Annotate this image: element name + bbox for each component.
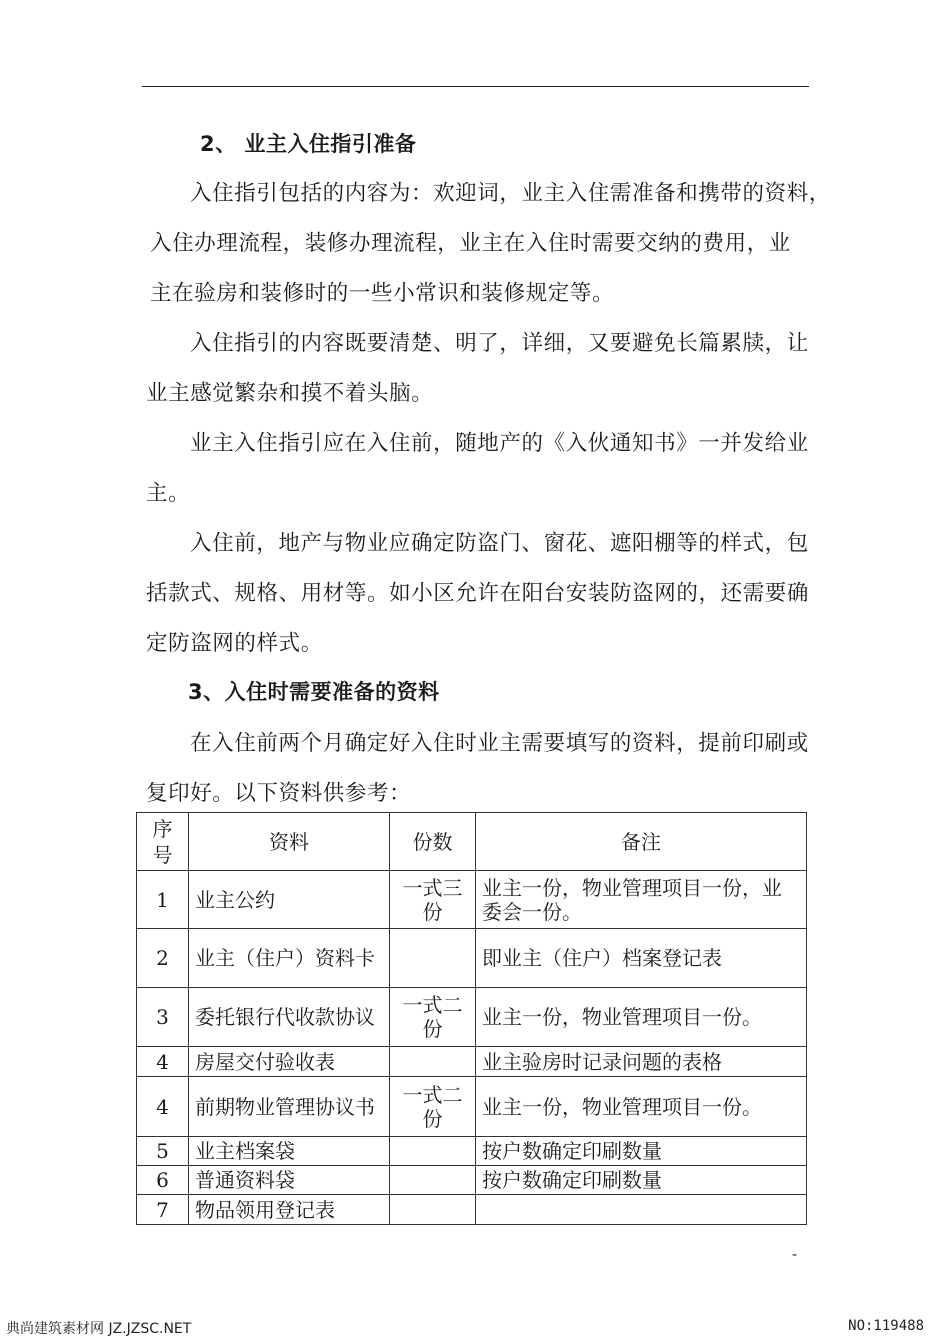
table-row xyxy=(137,1077,807,1137)
paragraph-line: 入住前，地产与物业应确定防盗门、窗花、遮阳棚等的样式，包 xyxy=(190,531,809,556)
cell-copies: 一式二份 xyxy=(390,1077,476,1137)
table-row xyxy=(137,1137,807,1166)
paragraph-line: 定防盗网的样式。 xyxy=(146,631,323,656)
cell-no: 5 xyxy=(137,1137,189,1166)
paragraph-line: 入住办理流程，装修办理流程，业主在入住时需要交纳的费用，业 xyxy=(150,231,791,256)
table-row xyxy=(137,1047,807,1077)
table-header-row xyxy=(137,813,807,871)
header-copies: 份数 xyxy=(390,813,476,871)
cell-copies xyxy=(390,929,476,988)
cell-item: 物品领用登记表 xyxy=(189,1195,390,1225)
cell-no: 4 xyxy=(137,1077,189,1137)
table-row xyxy=(137,988,807,1047)
table-row xyxy=(137,871,807,929)
header-note: 备注 xyxy=(476,813,807,871)
paragraph-line: 主在验房和装修时的一些小常识和装修规定等。 xyxy=(150,281,615,306)
cell-note: 业主验房时记录问题的表格 xyxy=(476,1047,807,1077)
cell-no: 7 xyxy=(137,1195,189,1225)
cell-no: 6 xyxy=(137,1166,189,1195)
cell-item: 前期物业管理协议书 xyxy=(189,1077,390,1137)
table-row xyxy=(137,1166,807,1195)
cell-item: 业主（住户）资料卡 xyxy=(189,929,390,988)
cell-copies xyxy=(390,1166,476,1195)
cell-copies xyxy=(390,1137,476,1166)
cell-item: 普通资料袋 xyxy=(189,1166,390,1195)
cell-copies: 一式三份 xyxy=(390,871,476,929)
cell-copies: 一式二份 xyxy=(390,988,476,1047)
intro-line: 复印好。以下资料供参考： xyxy=(146,781,412,806)
cell-note: 按户数确定印刷数量 xyxy=(476,1137,807,1166)
paragraph-line: 入住指引的内容既要清楚、明了，详细，又要避免长篇累牍，让 xyxy=(190,331,809,356)
cell-no: 2 xyxy=(137,929,189,988)
cell-no: 1 xyxy=(137,871,189,929)
table-row xyxy=(137,1195,807,1225)
cell-note: 业主一份，物业管理项目一份。 xyxy=(476,1077,807,1137)
intro-line: 在入住前两个月确定好入住时业主需要填写的资料，提前印刷或 xyxy=(190,731,809,756)
section-3-heading: 3、入住时需要准备的资料 xyxy=(188,680,440,704)
cell-copies xyxy=(390,1195,476,1225)
footer-watermark-site: 典尚建筑素材网 JZ.JZSC.NET xyxy=(6,1321,192,1337)
cell-item: 业主公约 xyxy=(189,871,390,929)
cell-note xyxy=(476,1195,807,1225)
header-no: 序号 xyxy=(137,813,189,871)
cell-copies xyxy=(390,1047,476,1077)
paragraph-line: 括款式、规格、用材等。如小区允许在阳台安装防盗网的，还需要确 xyxy=(146,581,810,606)
page-mark: - xyxy=(792,1247,798,1263)
cell-item: 房屋交付验收表 xyxy=(189,1047,390,1077)
paragraph-line: 主。 xyxy=(146,481,191,506)
cell-note: 按户数确定印刷数量 xyxy=(476,1166,807,1195)
header-rule xyxy=(142,86,809,87)
cell-note: 业主一份，物业管理项目一份。 xyxy=(476,988,807,1047)
cell-item: 业主档案袋 xyxy=(189,1137,390,1166)
table-row xyxy=(137,929,807,988)
cell-note: 即业主（住户）档案登记表 xyxy=(476,929,807,988)
materials-table xyxy=(136,812,807,1225)
cell-no: 4 xyxy=(137,1047,189,1077)
paragraph-line: 业主入住指引应在入住前，随地产的《入伙通知书》一并发给业 xyxy=(190,431,809,456)
cell-no: 3 xyxy=(137,988,189,1047)
cell-note: 业主一份，物业管理项目一份，业委会一份。 xyxy=(476,871,807,929)
cell-item: 委托银行代收款协议 xyxy=(189,988,390,1047)
paragraph-line: 入住指引包括的内容为：欢迎词，业主入住需准备和携带的资料， xyxy=(190,181,831,206)
header-item: 资料 xyxy=(189,813,390,871)
paragraph-line: 业主感觉繁杂和摸不着头脑。 xyxy=(146,381,434,406)
section-2-heading: 2、 业主入住指引准备 xyxy=(200,132,417,156)
footer-watermark-number: NO:119488 xyxy=(848,1318,924,1334)
